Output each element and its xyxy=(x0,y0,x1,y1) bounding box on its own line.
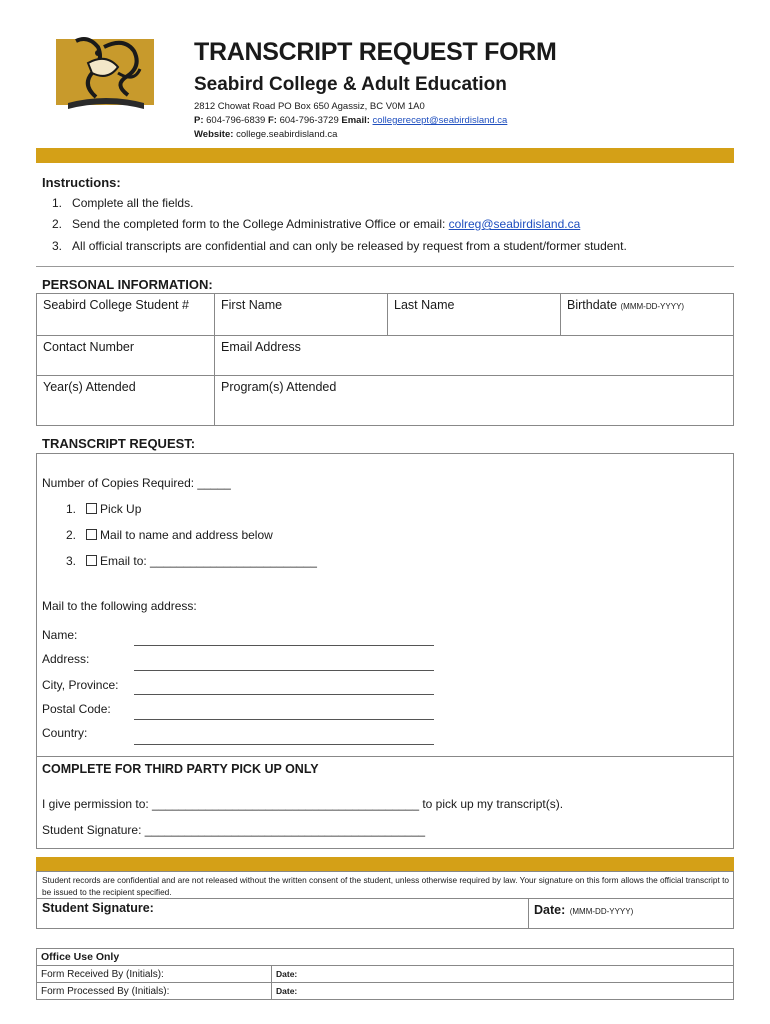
field-label: Postal Code: xyxy=(42,702,111,716)
permission-field[interactable]: I give permission to: ________________________________________ to pick up my transcript(s). xyxy=(42,797,564,811)
divider xyxy=(36,266,734,267)
field-label: Name: xyxy=(42,628,78,642)
college-name: Seabird College & Adult Education xyxy=(194,74,507,95)
instruction-item: 1. Complete all the fields. xyxy=(52,196,194,210)
reception-email-link[interactable]: collegerecept@seabirdisland.ca xyxy=(372,115,508,126)
pickup-checkbox[interactable] xyxy=(86,503,97,514)
mail-checkbox[interactable] xyxy=(86,529,97,540)
address-line: 2812 Chowat Road PO Box 650 Agassiz, BC V0M 1A0 xyxy=(194,101,425,112)
student-signature-field[interactable]: Student Signature: xyxy=(42,901,154,915)
processed-by-field[interactable]: Form Processed By (Initials): xyxy=(37,983,272,1000)
header-accent-bar xyxy=(36,148,734,163)
divider xyxy=(528,898,529,929)
divider xyxy=(36,756,734,757)
pickup-option[interactable]: 1. Pick Up xyxy=(66,502,142,516)
third-party-heading: COMPLETE FOR THIRD PARTY PICK UP ONLY xyxy=(42,762,319,776)
student-number-field[interactable]: Seabird College Student # xyxy=(37,294,215,336)
instructions-heading: Instructions: xyxy=(42,175,121,190)
received-date-field[interactable]: Date: xyxy=(272,966,734,983)
contact-line: P: 604-796-6839 F: 604-796-3729 Email: collegerecept@seabirdisland.ca xyxy=(194,115,508,126)
city-input-line[interactable] xyxy=(134,694,434,695)
seabird-college-logo xyxy=(48,33,164,115)
mail-option[interactable]: 2. Mail to name and address below xyxy=(66,528,273,542)
received-by-field[interactable]: Form Received By (Initials): xyxy=(37,966,272,983)
programs-attended-field[interactable]: Program(s) Attended xyxy=(221,380,337,394)
divider xyxy=(36,898,734,899)
transcript-request-heading: TRANSCRIPT REQUEST: xyxy=(42,436,196,451)
processed-date-field[interactable]: Date: xyxy=(272,983,734,1000)
field-label: City, Province: xyxy=(42,678,119,692)
form-title: TRANSCRIPT REQUEST FORM xyxy=(194,38,557,66)
consent-text: Student records are confidential and are not released without the written consent of the student, unless otherwise required by law. Your signature on this form allows the official transcript to be issued to the recipient specified. xyxy=(42,875,730,897)
office-use-heading: Office Use Only xyxy=(37,949,734,966)
mail-address-heading: Mail to the following address: xyxy=(42,599,197,613)
address-input-line[interactable] xyxy=(134,670,434,671)
consent-accent-bar xyxy=(36,857,734,871)
office-use-table xyxy=(36,948,734,1000)
email-option[interactable]: 3. Email to: _________________________ xyxy=(66,554,317,568)
personal-info-table xyxy=(36,293,734,426)
copies-required-field[interactable]: Number of Copies Required: _____ xyxy=(42,476,231,490)
name-input-line[interactable] xyxy=(134,645,434,646)
instruction-item: 3. All official transcripts are confidential and can only be released by request from a student/former student. xyxy=(52,239,627,253)
website-line: Website: college.seabirdisland.ca xyxy=(194,129,338,140)
signature-date-field[interactable]: Date: (MMM-DD-YYYY) xyxy=(534,903,634,917)
years-attended-field[interactable]: Year(s) Attended xyxy=(37,376,215,425)
third-party-signature-field[interactable]: Student Signature: __________________________________________ xyxy=(42,823,426,837)
country-input-line[interactable] xyxy=(134,744,434,745)
personal-info-heading: PERSONAL INFORMATION: xyxy=(42,277,213,292)
field-label: Country: xyxy=(42,726,88,740)
last-name-field[interactable]: Last Name xyxy=(388,294,561,336)
field-label: Address: xyxy=(42,652,90,666)
instruction-item: 2. Send the completed form to the College Administrative Office or email: colreg@seabirdisland.ca xyxy=(52,217,581,231)
postal-input-line[interactable] xyxy=(134,719,434,720)
contact-number-field[interactable]: Contact Number xyxy=(37,336,215,376)
birthdate-field[interactable]: Birthdate (MMM-DD-YYYY) xyxy=(561,294,733,336)
registrar-email-link[interactable]: colreg@seabirdisland.ca xyxy=(448,217,581,231)
first-name-field[interactable]: First Name xyxy=(215,294,388,336)
email-address-field[interactable]: Email Address xyxy=(215,336,733,376)
email-checkbox[interactable] xyxy=(86,555,97,566)
